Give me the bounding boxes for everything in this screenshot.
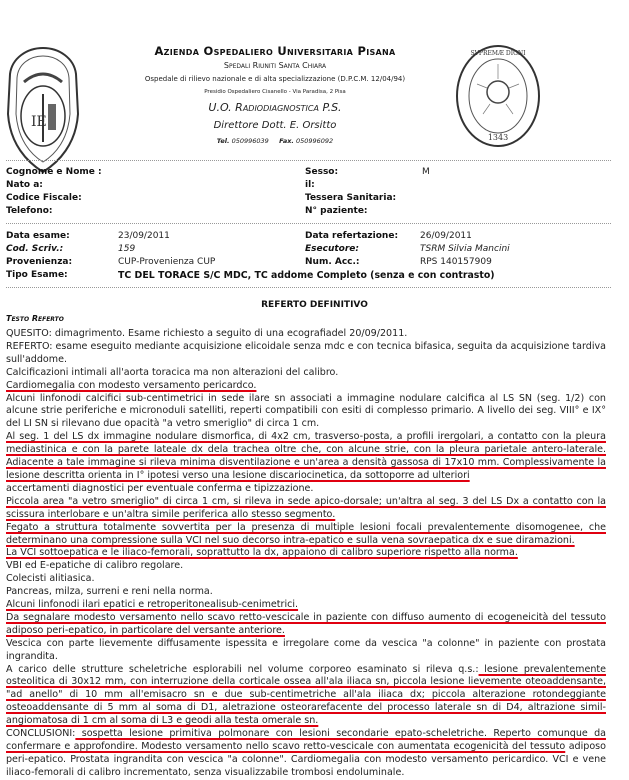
university-seal-logo	[455, 44, 541, 148]
report-paragraph: accertamenti diagnostici per eventuale conferma e tipizzazione.	[6, 482, 314, 494]
report-paragraph: Vescica con parte lievemente diffusamente ispessita e irregolare come da vescica "a colonne" in paziente con prostata ingrandita.	[6, 637, 606, 662]
patient-number-label: N° paziente:	[305, 206, 368, 216]
accession-value: RPS 140157909	[420, 257, 492, 267]
conclusions-rest: adiposo peri-epatico. Prostata ingrandita con vescica "a colonne". Cardiomegalia con modesto versamento pericardico. VCI e vene iliaco-femorali di calibro incrementato, senza visualizzabile trombosi endoluminale.	[6, 741, 606, 778]
fiscal-code-label: Codice Fiscale:	[6, 193, 82, 203]
origin-label: Provenienza:	[6, 257, 73, 267]
sex-label: Sesso:	[305, 167, 339, 177]
born-label: Nato a:	[6, 180, 43, 190]
accession-label: Num. Acc.:	[305, 257, 360, 267]
report-date-value: 26/09/2011	[420, 231, 472, 241]
report-paragraph: REFERTO: esame eseguito mediante acquisizione elicoidale senza mdc e con tecnica bifasica, seguita da acquisizione tardiva sull'addome.	[6, 340, 606, 365]
sex-value: M	[422, 167, 430, 177]
report-paragraph: Pancreas, milza, surreni e reni nella norma.	[6, 586, 213, 598]
exam-date-value: 23/09/2011	[118, 231, 170, 241]
report-text	[6, 328, 606, 780]
skeletal-intro: A carico delle strutture scheletriche esplorabili nel volume corporeo esaminato si rileva q.s.:	[6, 663, 479, 675]
report-title: REFERTO DEFINITIVO	[261, 300, 368, 310]
highlighted-paragraph: Alcuni linfonodi ilari epatici e retroperitonealisub-cenimetrici.	[6, 599, 299, 611]
highlighted-paragraph: La VCI sottoepatica e le iliaco-femorali, soprattutto la dx, appaiono di calibro superiore rispetto alla norma.	[6, 547, 518, 559]
origin-value: CUP-Provenienza CUP	[118, 257, 216, 267]
conclusions-label: CONCLUSIONI:	[6, 728, 76, 740]
svg-text:IE: IE	[31, 114, 47, 130]
highlighted-paragraph: Al seg. 1 del LS dx immagine nodulare dismorfica, di 4x2 cm, trasverso-posta, a profili irergolari, a contatto con la pleura mediastinica e con la parete lateale dx dela trachea oltre che, con alcune strie, con la pleura parietale antero-laterale. Adiacente a tale immagine si rileva minima disventilazione e un'area a densità gassosa di 17x10 mm. Complessivamente la lesione descritta orienta in I° ipotesi verso una lesione discariocinetica, da sottoporre ad ulteriori	[6, 431, 606, 481]
report-paragraph: VBI ed E-epatiche di calibro regolare.	[6, 560, 184, 572]
highlighted-text: lesione prevalentemente osteolitica di 30x12 mm, con interruzione della corticale ossea all'ala iliaca sn, piccola lesione lievemente oteoaddensante, "ad anello" di 10 mm all'emisacro sn e due sub-centimetriche all'ala iliaca dx; piccola alterazione rotondeggiante osteoaddensante di 5 mm al soma di D1, aletrazione osteorarefacente del processo laterale sn di D4, altrazione simil-angiomatosa di 1 cm al soma di L3 e geodi alla testa omerale sn.	[6, 663, 606, 727]
conclusions-paragraph	[6, 728, 606, 780]
highlighted-text: sospetta lesione primitiva polmonare con lesioni secondarie epato-scheletriche. Reperto comunque da confermare e approfondire. Modesto versamento nello scavo retto-vescicale con aumentata ecogenicità del tessuto	[6, 728, 606, 752]
highlighted-paragraph: Piccola area "a vetro smeriglio" di circa 1 cm, si rileva in sede apico-dorsale; un'altra al seg. 3 del LS Dx a contatto con la scissura interlobare e un'altra simile periferica allo stesso segmento.	[6, 495, 606, 520]
organization-name: Azienda Ospedaliero Universitaria Pisana	[154, 44, 396, 58]
department-name: U.O. Radiodiagnostica P.S.	[208, 101, 342, 114]
executor-value: TSRM Silvia Mancini	[420, 244, 510, 254]
writer-code-label: Cod. Scriv.:	[6, 244, 64, 254]
organization-subtitle: Spedali Riuniti Santa Chiara	[223, 61, 327, 70]
name-label: Cognome e Nome :	[6, 167, 102, 177]
birth-date-label: il:	[305, 180, 315, 190]
svg-text:1343: 1343	[487, 133, 509, 142]
fax-value: 050996092	[295, 137, 334, 145]
highlighted-paragraph: Da segnalare modesto versamento nello scavo retto-vescicale in paziente con diffuso aumento di ecogeneicità del tessuto adiposo peri-epatico, in particolare del versante anteriore.	[6, 611, 606, 636]
phone-label: Telefono:	[6, 206, 53, 216]
divider	[6, 223, 611, 224]
report-paragraph: Colecisti alitiasica.	[6, 573, 95, 585]
contact-line	[110, 137, 440, 145]
director-name: Direttore Dott. E. Orsitto	[213, 120, 337, 131]
tel-label: Tel.	[216, 137, 230, 145]
divider	[6, 160, 611, 161]
exam-type-value: TC DEL TORACE S/C MDC, TC addome Completo (senza e con contrasto)	[118, 270, 495, 281]
report-section-label: Testo Referto	[6, 314, 64, 323]
exam-date-label: Data esame:	[6, 231, 70, 241]
highlighted-paragraph: Fegato a struttura totalmente sovvertita per la presenza di multiple lesioni focali prevalentemente disomogenee, che determinano una compressione sulla VCI nel suo decorso intra-epatico e sulla vena sovraepatica dx e sue diramazioni.	[6, 521, 606, 546]
fax-label: Fax.	[279, 137, 294, 145]
writer-code-value: 159	[118, 244, 136, 254]
report-paragraph: Calcificazioni intimali all'aorta toracica ma non alterazioni del calibro.	[6, 366, 339, 378]
hospital-crest-logo	[4, 44, 82, 176]
svg-text:SVPREMÆ DIGNI: SVPREMÆ DIGNI	[470, 50, 526, 57]
organization-address: Presidio Ospedaliero Cisanello - Via Paradisa, 2 Pisa	[204, 89, 346, 95]
divider	[6, 287, 611, 288]
report-date-label: Data refertazione:	[305, 231, 399, 241]
health-card-label: Tessera Sanitaria:	[305, 193, 397, 203]
report-paragraph: QUESITO: dimagrimento. Esame richiesto a seguito di una ecografiadel 20/09/2011.	[6, 328, 408, 339]
report-paragraph	[6, 664, 606, 729]
report-paragraph: Alcuni linfonodi calcifici sub-centimetrici in sede ilare sn associati a immagine nodulare calcifica al LS SN (seg. 1/2) con alcune strie periferiche e micronoduli satelliti, reperti compatibili con esiti di complesso primario. A livello dei seg. VIII° e IX° del LI SN si rilevano due opacità "a vetro smeriglio" di circa 1 cm.	[6, 392, 606, 430]
executor-label: Esecutore:	[305, 244, 359, 254]
exam-type-label: Tipo Esame:	[6, 270, 68, 280]
tel-value: 050996039	[231, 137, 269, 145]
highlighted-paragraph: Cardiomegalia con modesto versamento pericardco.	[6, 379, 257, 391]
organization-description: Ospedale di rilievo nazionale e di alta specializzazione (D.P.C.M. 12/04/94)	[144, 75, 406, 83]
